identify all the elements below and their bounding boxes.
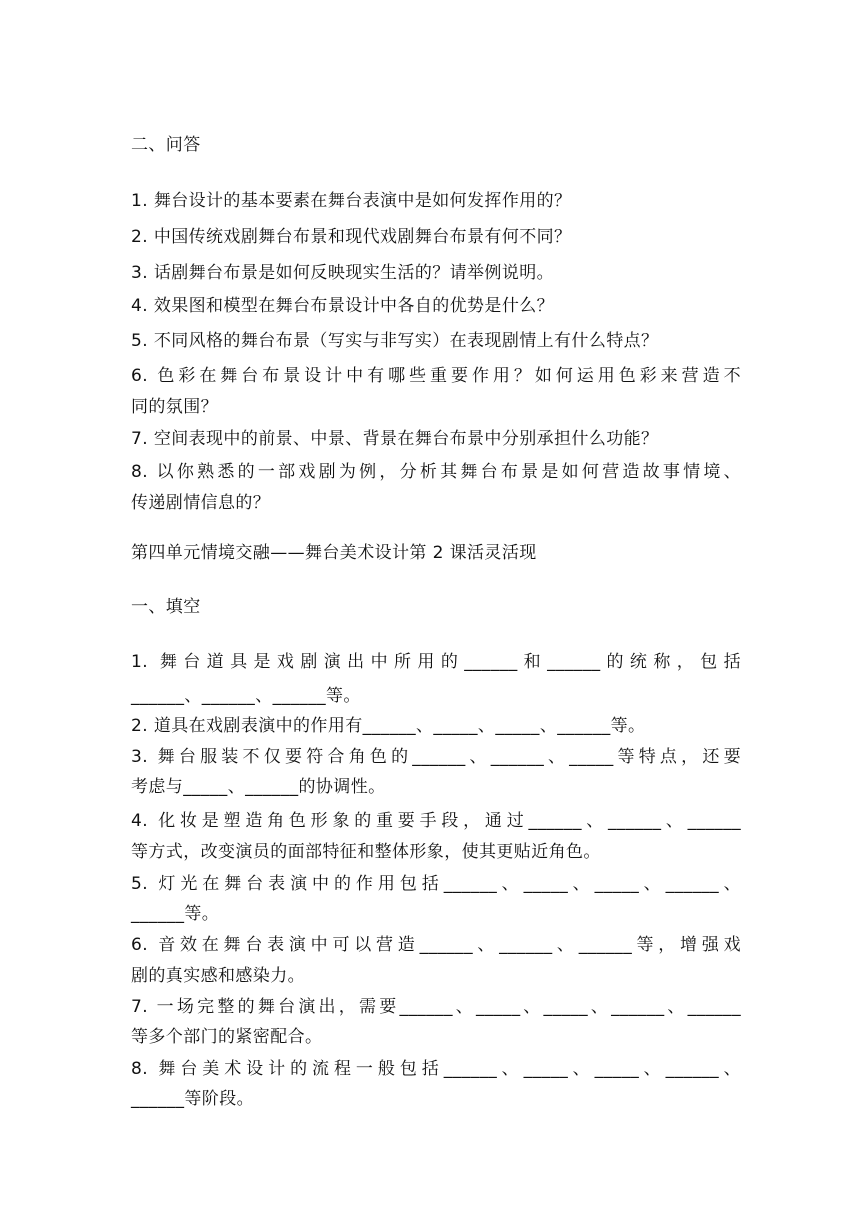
- fill-line: ______、______、______等。: [131, 686, 361, 706]
- fill-line: 7. 一场完整的舞台演出，需要______、_____、_____、______、______: [131, 997, 741, 1017]
- fill-line: ______等阶段。: [131, 1089, 254, 1109]
- fill-line: 6. 音效在舞台表演中可以营造______、______、______等，增强戏: [131, 935, 741, 955]
- fill-line: 1. 舞台道具是戏剧演出中所用的______和______的统称，包括: [131, 652, 741, 672]
- fill-line: 等多个部门的紧密配合。: [131, 1027, 323, 1047]
- question-line: 3. 话剧舞台布景是如何反映现实生活的？请举例说明。: [131, 263, 555, 283]
- section-heading-qa: 二、问答: [131, 135, 201, 155]
- unit-title: 第四单元情境交融——舞台美术设计第 2 课活灵活现: [131, 543, 537, 563]
- fill-line: 8. 舞台美术设计的流程一般包括______、_____、_____、______、: [131, 1059, 741, 1079]
- section-heading-fill: 一、填空: [131, 597, 201, 617]
- question-line: 同的氛围？: [131, 397, 218, 417]
- question-line: 7. 空间表现中的前景、中景、背景在舞台布景中分别承担什么功能？: [131, 429, 659, 449]
- fill-line: ______等。: [131, 904, 220, 924]
- question-line: 传递剧情信息的？: [131, 493, 271, 513]
- question-line: 2. 中国传统戏剧舞台布景和现代戏剧舞台布景有何不同？: [131, 227, 572, 247]
- fill-line: 剧的真实感和感染力。: [131, 966, 305, 986]
- fill-line: 5. 灯光在舞台表演中的作用包括______、_____、_____、______、: [131, 874, 741, 894]
- fill-line: 3. 舞台服装不仅要符合角色的______、______、_____等特点，还要: [131, 747, 741, 767]
- question-line: 5. 不同风格的舞台布景（写实与非写实）在表现剧情上有什么特点？: [131, 331, 659, 351]
- question-line: 6. 色彩在舞台布景设计中有哪些重要作用？如何运用色彩来营造不: [131, 366, 741, 386]
- fill-line: 等方式，改变演员的面部特征和整体形象，使其更贴近角色。: [131, 842, 601, 862]
- fill-line: 4. 化妆是塑造角色形象的重要手段，通过______、______、______: [131, 811, 741, 831]
- fill-line: 2. 道具在戏剧表演中的作用有______、_____、_____、______等。: [131, 716, 646, 736]
- question-line: 8. 以你熟悉的一部戏剧为例，分析其舞台布景是如何营造故事情境、: [131, 462, 741, 482]
- question-line: 1. 舞台设计的基本要素在舞台表演中是如何发挥作用的？: [131, 191, 572, 211]
- fill-line: 考虑与_____、______的协调性。: [131, 777, 386, 797]
- question-line: 4. 效果图和模型在舞台布景设计中各自的优势是什么？: [131, 296, 555, 316]
